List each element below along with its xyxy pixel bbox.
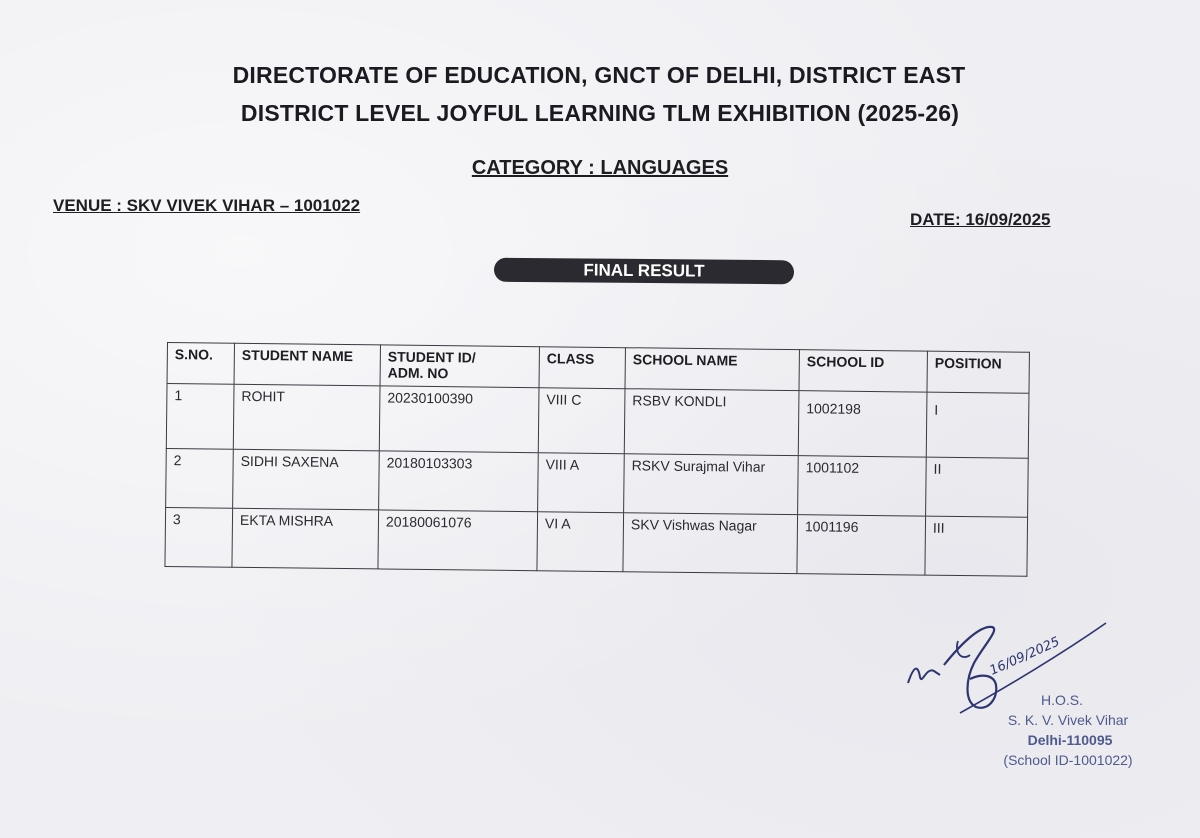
cell-student-name: EKTA MISHRA (232, 508, 379, 569)
cell-student-name: ROHIT (233, 384, 380, 451)
result-table-container (164, 342, 1029, 577)
header-student-name: STUDENT NAME (234, 343, 380, 386)
header-student-id-line1: STUDENT ID/ (387, 348, 476, 366)
cell-student-name: SIDHI SAXENA (233, 449, 380, 510)
header-student-id (380, 345, 539, 388)
cell-student-id: 20180061076 (378, 510, 538, 571)
header-class: CLASS (539, 347, 625, 389)
stamp-line-2: S. K. V. Vivek Vihar (1007, 712, 1129, 728)
cell-position: I (926, 392, 1029, 458)
final-result-badge: FINAL RESULT (494, 258, 794, 285)
cell-class: VI A (537, 512, 624, 572)
header-school-id: SCHOOL ID (799, 350, 927, 392)
venue-text: VENUE : SKV VIVEK VIHAR – 1001022 (53, 196, 361, 215)
header-student-id-line2: ADM. NO (387, 364, 449, 382)
header-position: POSITION (927, 351, 1029, 393)
cell-school-name: RSKV Surajmal Vihar (624, 454, 799, 515)
header-line-1: DIRECTORATE OF EDUCATION, GNCT OF DELHI, DISTRICT EAST (232, 62, 966, 88)
cell-sno: 3 (165, 507, 233, 567)
stamp-line-4: (School ID-1001022) (1003, 752, 1133, 768)
cell-student-id: 20230100390 (379, 386, 539, 453)
cell-position: II (926, 457, 1029, 517)
cell-position: III (925, 516, 1028, 576)
category-heading: CATEGORY : LANGUAGES (471, 157, 729, 179)
cell-class: VIII C (538, 388, 625, 454)
signature-date: 16/09/2025 (987, 634, 1063, 679)
cell-school-id: 1002198 (798, 391, 927, 457)
cell-sno: 2 (166, 448, 234, 508)
stamp-line-3: Delhi-110095 (1027, 732, 1113, 748)
cell-school-name: RSBV KONDLI (624, 389, 799, 456)
table-row (166, 448, 1029, 517)
result-table (164, 342, 1029, 577)
cell-student-id: 20180103303 (379, 451, 539, 512)
cell-school-id: 1001102 (798, 456, 927, 516)
cell-school-name: SKV Vishwas Nagar (623, 513, 798, 574)
cell-sno: 1 (166, 384, 234, 450)
table-row (165, 507, 1028, 576)
date-text: DATE: 16/09/2025 (910, 210, 1051, 229)
header-sno: S.NO. (167, 343, 234, 385)
cell-school-id: 1001196 (797, 515, 926, 575)
cell-class: VIII A (538, 453, 625, 513)
stamp-line-1: H.O.S. (1040, 692, 1083, 708)
table-row (166, 384, 1029, 459)
header-line-2: DISTRICT LEVEL JOYFUL LEARNING TLM EXHIBITION (2025-26) (240, 100, 960, 126)
header-school-name: SCHOOL NAME (625, 348, 799, 391)
